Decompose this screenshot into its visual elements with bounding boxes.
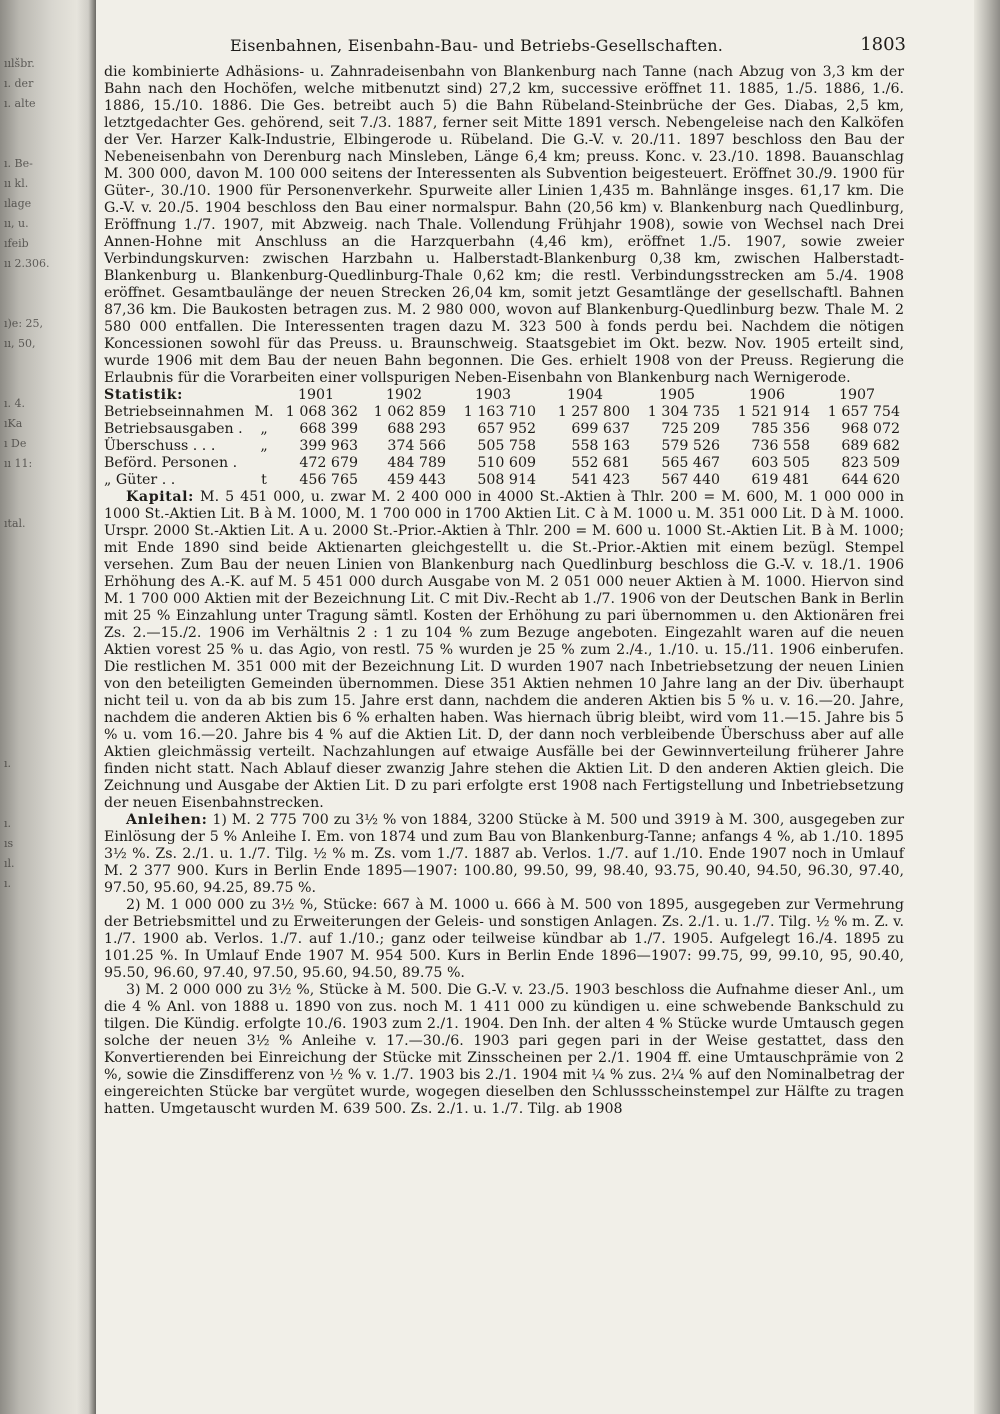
- facing-page-fragment: [4, 116, 44, 136]
- statistik-label: Statistik:: [104, 387, 183, 403]
- statistik-row-label: Betriebsausgaben .: [104, 421, 243, 437]
- facing-page-fragment: ıı, u.: [4, 217, 29, 230]
- facing-page-fragment: ı. 4.: [4, 397, 26, 410]
- anleihen-paragraph-2: 2) M. 1 000 000 zu 3½ %, Stücke: 667 à M. 1000 u. 666 à M. 500 von 1895, ausgegeben zur Vermehrung der Betriebsmittel und zu Erweiterungen der Geleis- und sonstigen Anlagen. Zs. 2./1. u. 1./7. Tilg. ½ % m. Z. v. 1./7. 1900 ab. Verlos. 1./7. auf 1./10.; ganz oder teilweise kündbar ab 1./7. 1905. Aufgelegt 16./4. 1895 zu 101.25 %. In Umlauf Ende 1907 M. 954 500. Kurs in Berlin Ende 1896—1907: 99.75, 99, 99.10, 95, 90.40, 95.50, 96.60, 97.40, 97.50, 95.60, 94.50, 89.75 %.: [104, 897, 904, 981]
- facing-page-fragment: ı)e: 25,: [4, 317, 44, 330]
- facing-page-fragment: ı.: [4, 757, 12, 770]
- facing-page-fragment: ıı kl.: [4, 177, 29, 190]
- statistik-cell: 565 467: [661, 455, 720, 471]
- statistik-cell: 399 963: [299, 438, 358, 454]
- statistik-cell: 968 072: [841, 421, 900, 437]
- facing-page-fragment: ıı 11:: [4, 457, 33, 470]
- statistik-row: [104, 455, 904, 472]
- statistik-year: 1907: [838, 387, 876, 403]
- statistik-cell: 579 526: [661, 438, 720, 454]
- statistik-cell: 688 293: [387, 421, 446, 437]
- anleihen-label: Anleihen:: [126, 812, 208, 828]
- kapital-label: Kapital:: [126, 489, 195, 505]
- facing-page-fragment: [4, 616, 44, 636]
- statistik-row-unit: [254, 455, 274, 472]
- book-spine-shadow: [0, 0, 96, 1414]
- facing-page-fragment: ıı 2.306.: [4, 257, 50, 270]
- facing-page-fragment: ıı, 50,: [4, 337, 36, 350]
- statistik-cell: 459 443: [387, 472, 446, 488]
- statistik-cell: 823 509: [841, 455, 900, 471]
- statistik-row: [104, 421, 904, 438]
- statistik-cell: 505 758: [477, 438, 536, 454]
- anleihen-paragraph-1: [104, 812, 904, 897]
- statistik-header-row: [104, 387, 904, 404]
- kapital-paragraph: [104, 489, 904, 812]
- facing-page-fragment: [4, 496, 44, 516]
- statistik-cell: 1 257 800: [557, 404, 630, 420]
- facing-page-fragment: [4, 736, 44, 756]
- statistik-cell: 510 609: [477, 455, 536, 471]
- statistik-cell: 657 952: [477, 421, 536, 437]
- statistik-cell: 541 423: [571, 472, 630, 488]
- statistik-cell: 725 209: [661, 421, 720, 437]
- facing-page-fragment: [4, 136, 44, 156]
- statistik-year: 1903: [474, 387, 512, 403]
- facing-page-fragment: [4, 716, 44, 736]
- facing-page-fragment: ı De: [4, 437, 27, 450]
- page-number: 1803: [860, 34, 906, 55]
- facing-page-fragment: [4, 796, 44, 816]
- statistik-row-unit: „: [260, 438, 268, 454]
- statistik-cell: 472 679: [299, 455, 358, 471]
- statistik-year: 1901: [297, 387, 335, 403]
- facing-page-fragment: [4, 296, 44, 316]
- statistik-cell: 1 062 859: [373, 404, 446, 420]
- statistik-year: 1904: [566, 387, 604, 403]
- statistik-cell: 785 356: [751, 421, 810, 437]
- facing-page-fragment: [4, 536, 44, 556]
- facing-page-fragment: ı.: [4, 877, 12, 890]
- statistik-cell: 736 558: [751, 438, 810, 454]
- statistik-cell: 668 399: [299, 421, 358, 437]
- facing-page-fragment: ı. alte: [4, 97, 36, 110]
- facing-page-fragment: [4, 356, 44, 376]
- facing-page-fragment: [4, 776, 44, 796]
- statistik-cell: 699 637: [571, 421, 630, 437]
- statistik-cell: 374 566: [387, 438, 446, 454]
- facing-page-fragment: [4, 656, 44, 676]
- statistik-row-label: Betriebseinnahmen: [104, 404, 245, 420]
- statistik-cell: 567 440: [661, 472, 720, 488]
- statistik-row: [104, 438, 904, 455]
- anleihen-paragraph-3: 3) M. 2 000 000 zu 3½ %, Stücke à M. 500. Die G.-V. v. 23./5. 1903 beschloss die Aufnahme dieser Anl., um die 4 % Anl. von 1888 u. 1890 von zus. noch M. 1 411 000 zu kündigen u. eine schwebende Bankschuld zu tilgen. Die Kündig. erfolgte 10./6. 1903 zum 2./1. 1904. Den Inh. der alten 4 % Stücke wurde Umtausch gegen solche der neuen 3½ % Anleihe v. 17.—30./6. 1903 pari gegen pari in der Weise gestattet, dass den Konvertierenden bei Einreichung der Stücke mit Zinsscheinen per 2./1. 1904 ff. eine Umtauschprämie von 2 %, sowie die Zinsdifferenz von ½ % v. 1./7. 1903 bis 2./1. 1904 mit ¼ % zus. 2¼ % auf den Nominalbetrag der eingereichten Stücke bar vergütet wurde, wogegen dieselben den Schlussscheinstempel zur Hälfte zu tragen hatten. Umgetauscht wurden M. 639 500. Zs. 2./1. u. 1./7. Tilg. ab 1908: [104, 982, 904, 1117]
- statistik-cell: 1 163 710: [463, 404, 536, 420]
- intro-paragraph: die kombinierte Adhäsions- u. Zahnradeisenbahn von Blankenburg nach Tanne (nach Abzug von 3,3 km der Bahn nach den Hochöfen, welche mitbenutzt sind) 27,2 km, successive eröffnet 11. 1885, 1./5. 1886, 1./6. 1886, 15./10. 1886. Die Ges. betreibt auch 5) die Bahn Rübeland-Steinbrüche der Ges. Diabas, 2,5 km, letztgedachter Ges. gehörend, seit 7./3. 1887, ferner seit Mitte 1891 versch. Nebengeleise nach den Kalköfen der Ver. Harzer Kalk-Industrie, Elbingerode u. Rübeland. Die G.-V. v. 20./11. 1897 beschloss den Bau der Nebeneisenbahn von Derenburg nach Minsleben, Länge 6,4 km; preuss. Konc. v. 23./10. 1898. Bauanschlag M. 300 000, davon M. 100 000 seitens der Interessenten als Subvention beigesteuert. Eröffnet 30./9. 1900 für Güter-, 30./10. 1900 für Personenverkehr. Spurweite aller Linien 1,435 m. Bahnlänge insges. 61,17 km. Die G.-V. v. 20./5. 1904 beschloss den Bau einer normalspur. Bahn (20,56 km) v. Blankenburg nach Quedlinburg, Eröffnung 1./7. 1907, mit Abzweig. nach Thale. Vollendung Frühjahr 1908), sowie von Wechsel nach Drei Annen-Hohne mit Anschluss an die Harzquerbahn (4,46 km), eröffnet 1./5. 1907, sowie zweier Verbindungskurven: zwischen Harzbahn u. Halberstadt-Blankenburg 0,38 km, zwischen Halberstadt-Blankenburg u. Blankenburg-Quedlinburg-Thale 0,62 km; die restl. Verbindungsstrecken am 5./4. 1908 eröffnet. Gesamtbaulänge der neuen Strecken 26,04 km, somit jetzt Gesamtlänge der gesellschaftl. Bahnen 87,36 km. Die Baukosten betragen zus. M. 2 980 000, wovon auf Blankenburg-Quedlinburg bezw. Thale M. 2 580 000 entfallen. Die Interessenten tragen dazu M. 323 500 à fonds perdu bei. Nachdem die nötigen Koncessionen sowohl für das Preuss. u. Braunschweig. Staatsgebiet im Okt. bezw. Nov. 1905 erteilt sind, wurde 1906 mit dem Bau der neuen Bahn begonnen. Die Ges. erhielt 1908 von der Preuss. Regierung die Erlaubnis für die Vorarbeiten einer vollspurigen Neben-Eisenbahn von Blankenburg nach Wernigerode.: [104, 64, 904, 386]
- facing-page-fragment: ıılšbr.: [4, 57, 35, 70]
- facing-page-fragments: [4, 56, 50, 896]
- kapital-text: M. 5 451 000, u. zwar M. 2 400 000 in 4000 St.-Aktien à Thlr. 200 = M. 600, M. 1 000 000 in 1000 St.-Aktien Lit. B à M. 1000, M. 1 700 000 in 1700 Aktien Lit. C à M. 1000 u. M. 351 000 Lit. D à M. 1000. Urspr. 2000 St.-Aktien Lit. A u. 2000 St.-Prior.-Aktien à Thlr. 200 = M. 600 u. 1000 St.-Aktien Lit. B à M. 1000; mit Ende 1890 sind beide Aktienarten gleichgestellt u. die St.-Prior.-Aktien mit einem bezügl. Stempel versehen. Zum Bau der neuen Linien von Blankenburg nach Quedlinburg beschloss die G.-V. v. 18./1. 1906 Erhöhung des A.-K. auf M. 5 451 000 durch Ausgabe von M. 2 051 000 neuer Aktien à M. 1000. Hiervon sind M. 1 700 000 Aktien mit der Bezeichnung Lit. C mit Div.-Recht ab 1./7. 1906 von der Deutschen Bank in Berlin mit 25 % Einzahlung unter Tragung sämtl. Kosten der Erhöhung zu pari übernommen u. den Aktionären frei Zs. 2.—15./2. 1906 im Verhältnis 2 : 1 zu 104 % zum Bezuge angeboten. Eingezahlt waren auf die neuen Aktien vorest 25 % u. das Agio, von restl. 75 % wurden je 25 % zum 2./4., 1./10. u. 15./11. 1906 einberufen. Die restlichen M. 351 000 mit der Bezeichnung Lit. D wurden 1907 nach Inbetriebsetzung der neuen Linien von den beteiligten Gemeinden übernommen. Diese 351 Aktien nehmen 10 Jahre lang an der Div. überhaupt nicht teil u. von da ab bis zum 15. Jahre erst dann, nachdem die anderen Aktien bis 5 % u. v. 16.—20. Jahre, nachdem die anderen Aktien bis 6 % erhalten haben. Was hiernach übrig bleibt, wird vom 11.—15. Jahre bis 5 % u. vom 16.—20. Jahre bis 4 % auf die Aktien Lit. D, der dann noch verbleibende Überschuss aber auf alle Aktien gleichmässig verteilt. Nachzahlungen auf etwaige Ausfälle bei der Gewinnverteilung früherer Jahre finden nicht statt. Nach Ablauf dieser zwanzig Jahre stehen die Aktien Lit. D den anderen Aktien gleich. Die Zeichnung und Ausgabe der Aktien Lit. D zu pari erfolgte erst 1908 nach Fertigstellung und Inbetriebsetzung der neuen Eisenbahnstrecken.: [104, 489, 905, 811]
- statistik-cell: 619 481: [751, 472, 810, 488]
- statistik-cell: 456 765: [299, 472, 358, 488]
- statistik-cell: 1 657 754: [827, 404, 900, 420]
- facing-page-fragment: ıtal.: [4, 517, 26, 530]
- facing-page-fragment: ıfeib: [4, 237, 29, 250]
- statistik-cell: 1 068 362: [285, 404, 358, 420]
- statistik-cell: 552 681: [571, 455, 630, 471]
- statistik-cell: 603 505: [751, 455, 810, 471]
- statistik-row-unit: „: [260, 421, 268, 437]
- running-head-title: Eisenbahnen, Eisenbahn-Bau- und Betriebs-Gesellschaften.: [230, 36, 724, 55]
- running-head: [104, 30, 904, 64]
- statistik-year: 1902: [385, 387, 423, 403]
- facing-page-fragment: ı.: [4, 817, 12, 830]
- statistik-cell: 644 620: [841, 472, 900, 488]
- facing-page-fragment: [4, 276, 44, 296]
- facing-page-fragment: [4, 696, 44, 716]
- facing-page-fragment: ı. Be-: [4, 157, 33, 170]
- statistik-row: [104, 472, 904, 489]
- statistik-row-unit: M.: [254, 404, 274, 420]
- statistik-table: [104, 387, 904, 489]
- facing-page-fragment: ıl.: [4, 857, 15, 870]
- statistik-cell: 1 304 735: [647, 404, 720, 420]
- facing-page-fragment: [4, 596, 44, 616]
- facing-page-fragment: [4, 556, 44, 576]
- statistik-row: [104, 404, 904, 421]
- statistik-cell: 508 914: [477, 472, 536, 488]
- facing-page-fragment: ıs: [4, 837, 14, 850]
- page-edge-shadow: [974, 0, 1000, 1414]
- statistik-row-label: „ Güter . .: [104, 472, 176, 488]
- anleihen-text-1: 1) M. 2 775 700 zu 3½ % von 1884, 3200 Stücke à M. 500 und 3919 à M. 300, ausgegeben zur Einlösung der 5 % Anleihe I. Em. von 1874 und zum Bau von Blankenburg-Tanne; anfangs 4 %, ab 1./10. 1895 3½ %. Zs. 2./1. u. 1./7. Tilg. ½ % m. Zs. vom 1./7. 1887 ab. Verlos. 1./7. auf 1./10. Ende 1907 noch in Umlauf M. 2 377 900. Kurs in Berlin Ende 1895—1907: 100.80, 99.50, 99, 98.40, 93.75, 90.40, 94.50, 96.30, 97.40, 97.50, 95.60, 94.25, 89.75 %.: [104, 812, 904, 896]
- facing-page-fragment: [4, 376, 44, 396]
- facing-page-fragment: [4, 676, 44, 696]
- statistik-row-label: Überschuss . . .: [104, 438, 216, 454]
- facing-page-fragment: [4, 576, 44, 596]
- statistik-year: 1906: [748, 387, 786, 403]
- statistik-row-unit: t: [261, 472, 267, 488]
- statistik-cell: 484 789: [387, 455, 446, 471]
- facing-page-fragment: [4, 636, 44, 656]
- facing-page-fragment: ı. der: [4, 77, 34, 90]
- statistik-year: 1905: [658, 387, 696, 403]
- statistik-row-label: Beförd. Personen .: [104, 455, 238, 471]
- facing-page-fragment: ıKa: [4, 417, 23, 430]
- facing-page-fragment: [4, 476, 44, 496]
- statistik-cell: 558 163: [571, 438, 630, 454]
- statistik-cell: 1 521 914: [737, 404, 810, 420]
- document-page: [104, 30, 904, 1118]
- facing-page-fragment: ılage: [4, 197, 32, 210]
- statistik-cell: 689 682: [841, 438, 900, 454]
